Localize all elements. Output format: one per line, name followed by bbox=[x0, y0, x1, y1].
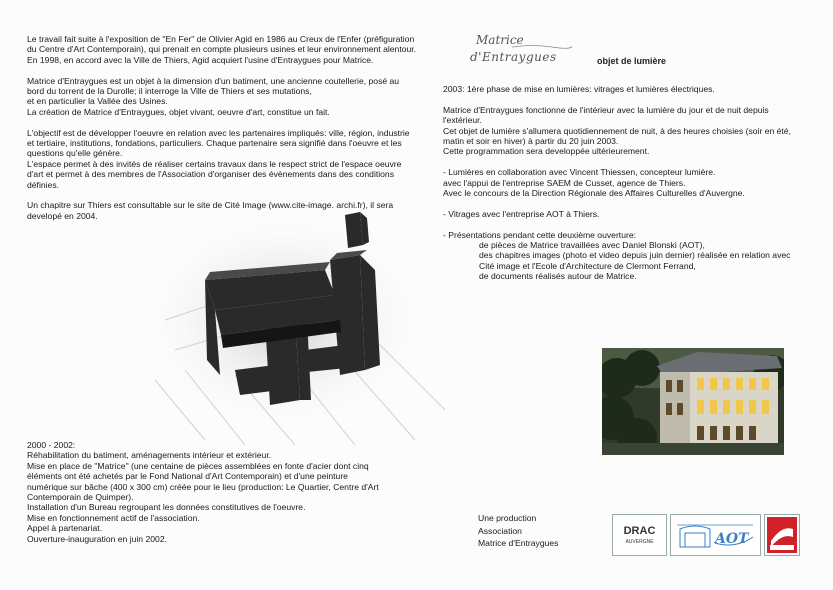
credits-line-1: Une production bbox=[478, 513, 537, 523]
presentations-item-3: de documents réalisés autour de Matrice. bbox=[479, 271, 637, 282]
history-line-1: Réhabilitation du batiment, aménagements intérieur et extérieur. bbox=[27, 450, 272, 461]
aot-logo-text: AOT bbox=[715, 531, 749, 547]
origin-text: Le travail fait suite à l'exposition de "En Fer" de Olivier Agid en 1986 au Creux de l'Enfer (préfiguration du Centre d'Art Contemporain), qui prenait en compte plusieurs usines et leur environnement alentour. bbox=[27, 34, 417, 55]
title-block bbox=[470, 33, 696, 74]
lighting-text-1: - Lumières en collaboration avec Vincent Thiessen, concepteur lumière. bbox=[443, 167, 716, 178]
drac-logo-subtitle: AUVERGNE bbox=[625, 539, 654, 545]
history-block bbox=[27, 440, 382, 544]
object-text-2: et en particulier la Vallée des Usines. bbox=[27, 96, 168, 107]
object-text-1: Matrice d'Entraygues est un objet à la dimension d'un batiment, une ancienne coutellerie, posé au bord du torrent de la Durolle; il interroge la Ville de Thiers et ses mutations, bbox=[27, 75, 400, 97]
history-heading: 2000 - 2002: bbox=[27, 440, 76, 450]
object-text-3: La création de Matrice d'Entraygues, objet vivant, oeuvre d'art, constitue un fait. bbox=[27, 106, 330, 117]
aot-logo bbox=[670, 514, 761, 556]
building-photo bbox=[602, 348, 784, 455]
script-underline bbox=[512, 44, 572, 50]
history-line-5: Appel à partenariat. bbox=[27, 523, 103, 534]
credits-line-2: Association bbox=[478, 525, 522, 536]
partner-red-logo-mark bbox=[767, 517, 797, 553]
paragraph-chapter bbox=[27, 200, 417, 221]
paragraph-object bbox=[27, 76, 417, 118]
lighting-text-2: avec l'appui de l'entreprise SAEM de Cusset, agence de Thiers. bbox=[443, 177, 686, 188]
objective-text-2: L'espace permet à des invités de réaliser certains travaux dans le respect strict de l'espace oeuvre d'art et permet à des membres de l'Association d'organiser des évènements dans des conditions définies. bbox=[27, 158, 402, 190]
sculpture-image bbox=[145, 200, 445, 445]
objective-text-1: L'objectif est de développer l'oeuvre en relation avec les partenaires impliqués: ville, région, industrie et tertiaire, institutions, fondations, particuliers. Chaque partenaire sera signifié dans l'oeuvre et les questions qu'elle génère. bbox=[27, 127, 410, 159]
right-column bbox=[443, 84, 798, 292]
credits-block bbox=[478, 512, 598, 550]
paragraph-origin bbox=[27, 34, 417, 65]
history-line-4: Mise en fonctionnement actif de l'association. bbox=[27, 512, 200, 523]
subtitle: objet de lumière bbox=[597, 56, 667, 66]
presentations-heading: - Présentations pendant cette deuxième ouverture: bbox=[443, 229, 636, 240]
presentations-item-2: des chapitres images (photo et video depuis juin dernier) réalisée en relation avec Cité image et l'Ecole d'Architecture de Clermont Ferrand, bbox=[479, 250, 791, 271]
paragraph-objective bbox=[27, 128, 417, 190]
light-text-3: Cette programmation sera developpée ultérieurement. bbox=[443, 146, 650, 157]
light-text-2: Cet objet de lumière s'allumera quotidiennement de nuit, à des heures choisies (soir en été, matin et soir en hiver) à partir du 20 juin 2003. bbox=[443, 125, 791, 147]
history-line-6: Ouverture-inauguration en juin 2002. bbox=[27, 533, 167, 544]
script-title-entraygues: d'Entraygues bbox=[470, 50, 557, 64]
chapter-text: Un chapitre sur Thiers est consultable sur le site de Cité Image (www.cite-image. archi.fr), il sera developé en 2004. bbox=[27, 200, 394, 221]
drac-logo-name: DRAC bbox=[623, 525, 656, 537]
glazing-text: - Vitrages avec l'entreprise AOT à Thiers. bbox=[443, 208, 600, 219]
credits-line-3: Matrice d'Entraygues bbox=[478, 538, 559, 549]
phase-text: 2003: 1ère phase de mise en lumières: vitrages et lumières électriques. bbox=[443, 84, 715, 94]
left-column bbox=[27, 34, 417, 232]
drac-logo bbox=[612, 514, 667, 556]
paragraph-light bbox=[443, 105, 798, 157]
light-text-1: Matrice d'Entraygues fonctionne de l'intérieur avec la lumière du jour et de nuit depuis l'extérieur. bbox=[443, 104, 769, 126]
acquisition-text: En 1998, en accord avec la Ville de Thiers, Agid acquiert l'usine d'Entraygues pour Matrice. bbox=[27, 54, 374, 65]
history-line-2: Mise en place de "Matrice" (une centaine de pièces assemblées en fonte d'acier dont cinq éléments ont été achetés par le Fond National d'Art Contemporain) et d'une peinture numérique sur bâche (400 x 300 cm) créée pour le lieu (production: Le Quartier, Centre d'Art Contemporain de Quimper). bbox=[27, 460, 379, 503]
script-title-matrice: Matrice bbox=[476, 33, 524, 47]
paragraph-lighting bbox=[443, 167, 798, 198]
lighting-text-3: Avec le concours de la Direction Régionale des Affaires Culturelles d'Auvergne. bbox=[443, 188, 745, 199]
presentations-item-1: de pièces de Matrice travaillées avec Daniel Blonski (AOT), bbox=[479, 240, 705, 251]
paragraph-presentations bbox=[443, 230, 798, 282]
partner-red-logo bbox=[764, 514, 800, 556]
history-line-3: Installation d'un Bureau regroupant les données constitutives de l'oeuvre. bbox=[27, 502, 306, 513]
